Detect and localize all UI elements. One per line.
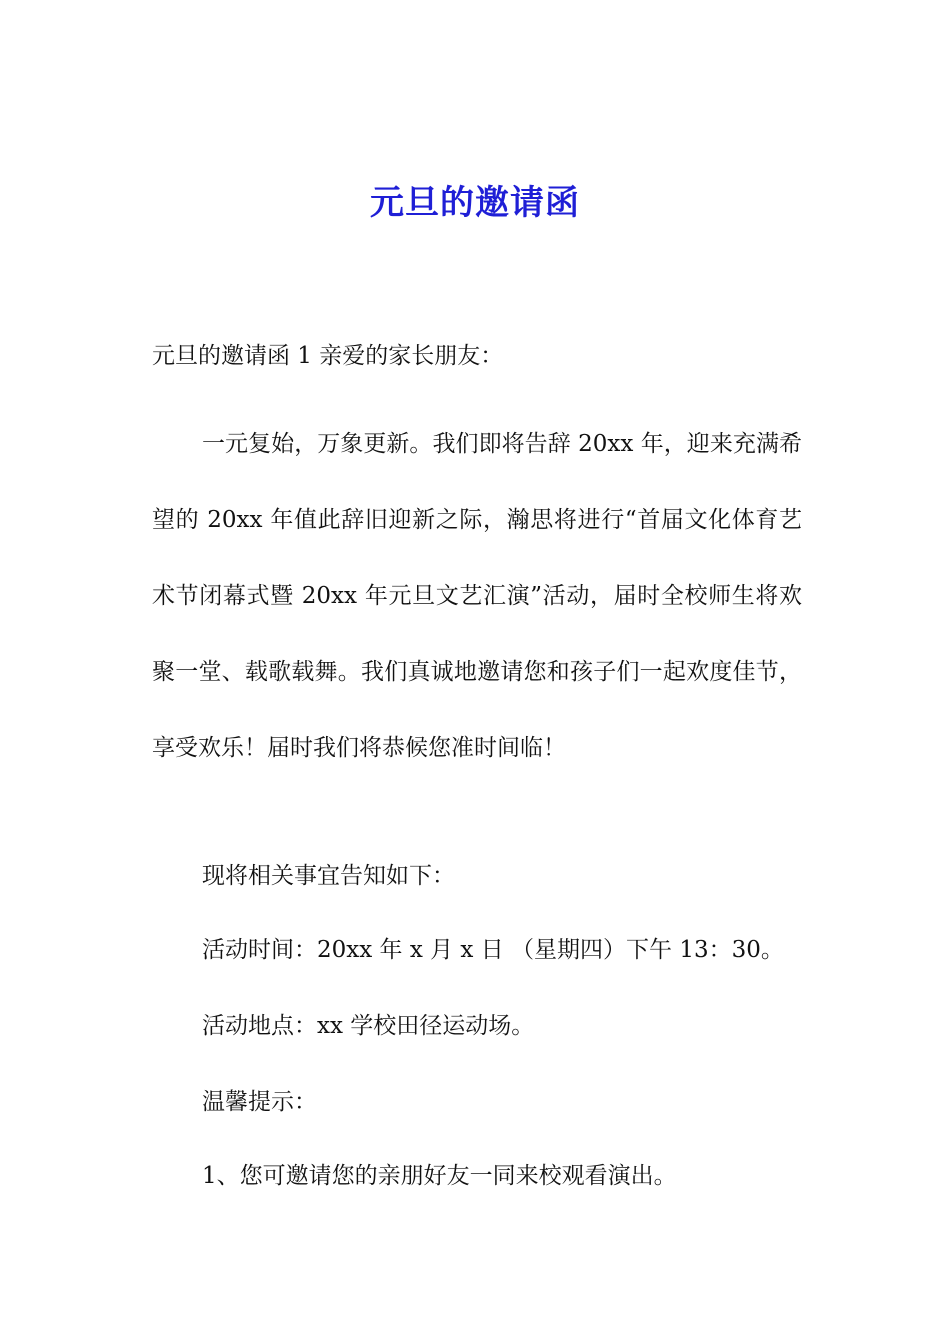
tip-item: 1、您可邀请您的亲朋好友一同来校观看演出。: [202, 1163, 677, 1189]
event-location: 活动地点：xx 学校田径运动场。: [202, 1013, 535, 1039]
salutation: 元旦的邀请函 1 亲爱的家长朋友：: [152, 343, 504, 369]
body-paragraph: 一元复始，万象更新。我们即将告辞 20xx 年，迎来充满希望的 20xx 年值此辞旧迎新之际，瀚思将进行“首届文化体育艺术节闭幕式暨 20xx 年元旦文艺汇演”活动，届时全校师生将欢聚一堂、载歌载舞。我们真诚地邀请您和孩子们一起欢度佳节，享受欢乐！届时我们将恭候您准时间临！: [152, 431, 802, 761]
notice-intro: 现将相关事宜告知如下：: [202, 863, 455, 889]
event-time: 活动时间：20xx 年 x 月 x 日 （星期四）下午 13：30。: [202, 937, 784, 963]
tips-heading: 温馨提示：: [202, 1089, 317, 1115]
document-title: 元旦的邀请函: [370, 183, 580, 223]
